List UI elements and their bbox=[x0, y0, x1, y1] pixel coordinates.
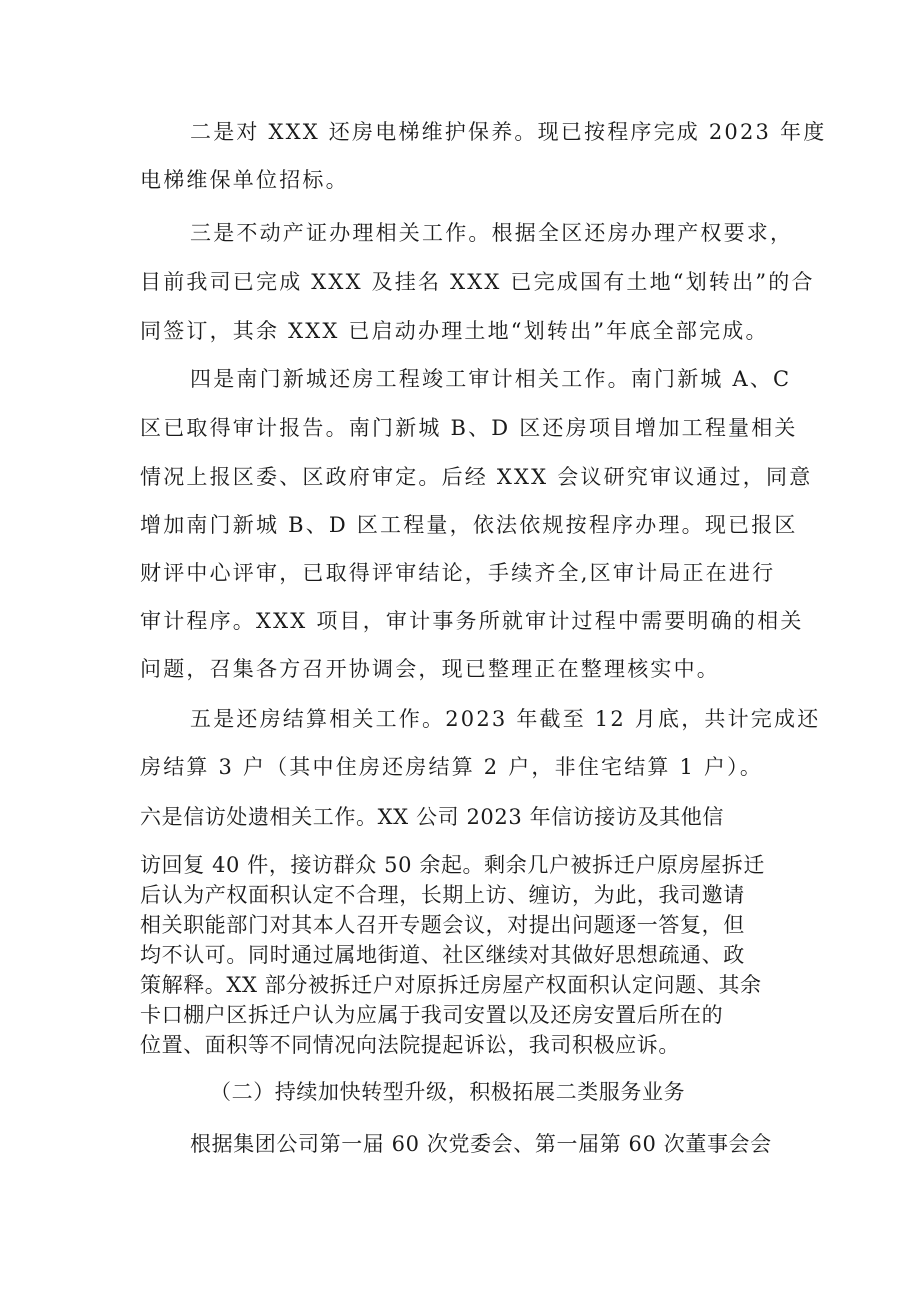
text-line: 区已取得审计报告。南门新城 B、D 区还房项目增加工程量相关 bbox=[140, 416, 798, 440]
text-line: 位置、面积等不同情况向法院提起诉讼，我司积极应诉。 bbox=[140, 1033, 680, 1057]
text-line: 增加南门新城 B、D 区工程量，依法依规按程序办理。现已报区 bbox=[140, 513, 798, 537]
text-line: 问题，召集各方召开协调会，现已整理正在整理核实中。 bbox=[140, 657, 720, 681]
text-line: 财评中心评审，已取得评审结论，手续齐全,区审计局正在进行 bbox=[140, 561, 776, 585]
text-line: 访回复 40 件，接访群众 50 余起。剩余几户被拆迁户原房屋拆迁 bbox=[140, 853, 765, 877]
text-line: 审计程序。XXX 项目，审计事务所就审计过程中需要明确的相关 bbox=[140, 609, 804, 633]
section-heading: （二）持续加快转型升级，积极拓展二类服务业务 bbox=[210, 1080, 686, 1104]
text-line: 均不认可。同时通过属地街道、社区继续对其做好思想疏通、政 bbox=[140, 943, 745, 967]
text-line: 相关职能部门对其本人召开专题会议，对提出问题逐一答复，但 bbox=[140, 913, 745, 937]
text-line: 二是对 XXX 还房电梯维护保养。现已按程序完成 2023 年度 bbox=[190, 120, 827, 144]
text-line: 电梯维保单位招标。 bbox=[140, 168, 349, 192]
text-line: 后认为产权面积认定不合理，长期上访、缠访，为此，我司邀请 bbox=[140, 883, 745, 907]
text-line: 房结算 3 户（其中住房还房结算 2 户，非住宅结算 1 户）。 bbox=[140, 755, 764, 779]
text-line: 五是还房结算相关工作。2023 年截至 12 月底，共计完成还 bbox=[190, 707, 821, 731]
text-line: 六是信访处遗相关工作。XX 公司 2023 年信访接访及其他信 bbox=[140, 805, 724, 829]
text-line: 情况上报区委、区政府审定。后经 XXX 会议研究审议通过，同意 bbox=[140, 465, 813, 489]
text-line: 四是南门新城还房工程竣工审计相关工作。南门新城 A、C bbox=[190, 367, 792, 391]
text-line: 目前我司已完成 XXX 及挂名 XXX 已完成国有土地“划转出”的合 bbox=[140, 270, 815, 294]
text-line: 根据集团公司第一届 60 次党委会、第一届第 60 次董事会会 bbox=[190, 1132, 772, 1156]
text-line: 三是不动产证办理相关工作。根据全区还房办理产权要求， bbox=[190, 221, 794, 245]
text-line: 卡口棚户区拆迁户认为应属于我司安置以及还房安置后所在的 bbox=[140, 1003, 724, 1027]
text-line: 同签订，其余 XXX 已启动办理土地“划转出”年底全部完成。 bbox=[140, 319, 769, 343]
text-line: 策解释。XX 部分被拆迁户对原拆迁房屋产权面积认定问题、其余 bbox=[140, 973, 762, 997]
